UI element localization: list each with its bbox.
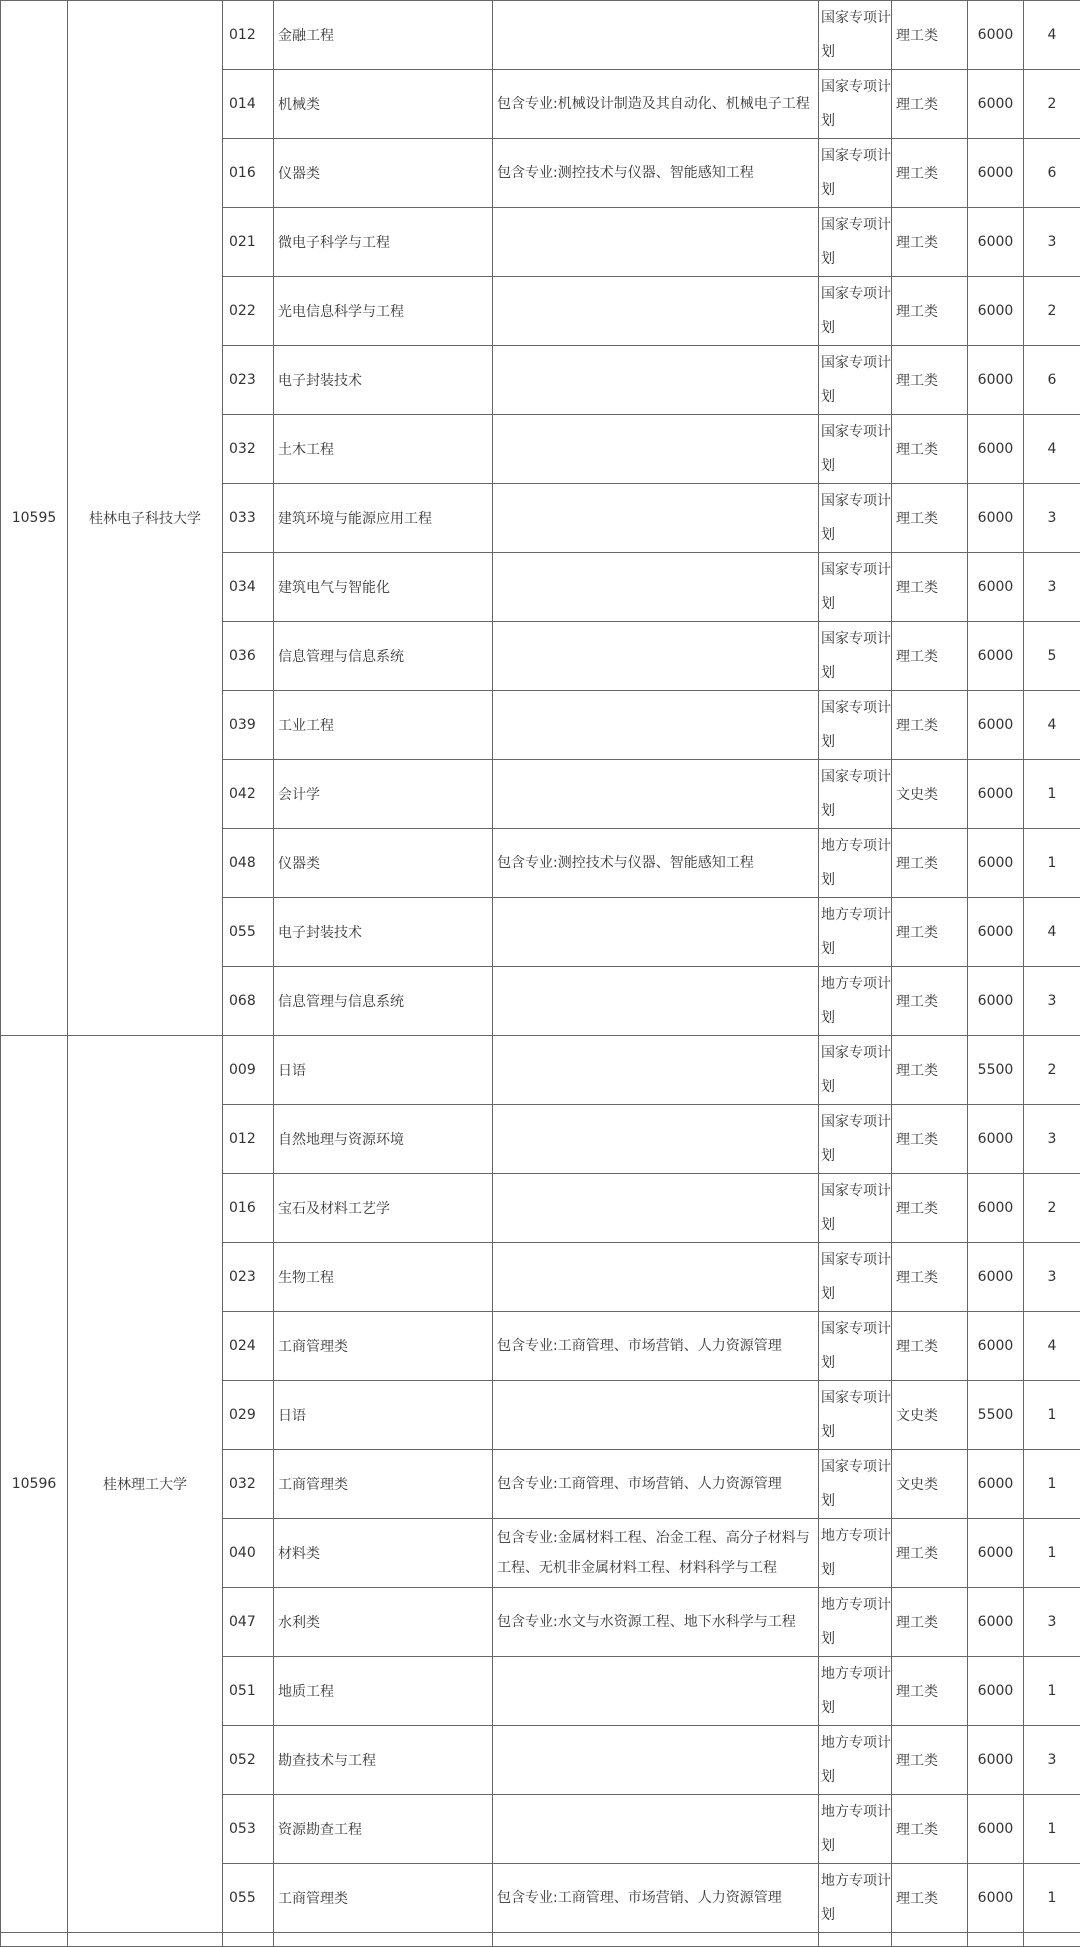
major-code-cell: 021 xyxy=(223,208,274,277)
major-note-cell xyxy=(493,1381,819,1450)
plan-type-cell: 地方专项计划 xyxy=(819,1519,892,1588)
tuition-cell: 6000 xyxy=(968,277,1024,346)
major-code-cell: 048 xyxy=(223,829,274,898)
empty-cell xyxy=(223,1933,274,1947)
quota-cell: 1 xyxy=(1024,1795,1080,1864)
tuition-cell: 6000 xyxy=(968,1519,1024,1588)
quota-cell: 3 xyxy=(1024,1588,1080,1657)
empty-cell xyxy=(493,1933,819,1947)
major-name-cell: 信息管理与信息系统 xyxy=(274,622,493,691)
major-name-cell: 日语 xyxy=(274,1036,493,1105)
major-name-cell: 信息管理与信息系统 xyxy=(274,967,493,1036)
major-code-cell: 052 xyxy=(223,1726,274,1795)
plan-type-cell: 国家专项计划 xyxy=(819,139,892,208)
tuition-cell: 6000 xyxy=(968,415,1024,484)
major-name-cell: 微电子科学与工程 xyxy=(274,208,493,277)
tuition-cell: 6000 xyxy=(968,1657,1024,1726)
major-note-cell xyxy=(493,415,819,484)
quota-cell: 3 xyxy=(1024,484,1080,553)
major-code-cell: 016 xyxy=(223,139,274,208)
major-note-cell: 包含专业:工商管理、市场营销、人力资源管理 xyxy=(493,1312,819,1381)
tuition-cell: 6000 xyxy=(968,1450,1024,1519)
table-row xyxy=(1,1,1080,70)
quota-cell: 4 xyxy=(1024,1312,1080,1381)
category-cell: 理工类 xyxy=(892,898,968,967)
major-name-cell: 光电信息科学与工程 xyxy=(274,277,493,346)
major-note-cell xyxy=(493,484,819,553)
major-name-cell: 勘查技术与工程 xyxy=(274,1726,493,1795)
category-cell: 理工类 xyxy=(892,1519,968,1588)
empty-cell xyxy=(68,1933,223,1947)
plan-type-cell: 国家专项计划 xyxy=(819,1105,892,1174)
major-code-cell: 023 xyxy=(223,346,274,415)
major-code-cell: 012 xyxy=(223,1,274,70)
quota-cell: 2 xyxy=(1024,1036,1080,1105)
tuition-cell: 6000 xyxy=(968,829,1024,898)
quota-cell: 4 xyxy=(1024,415,1080,484)
quota-cell: 6 xyxy=(1024,346,1080,415)
major-note-cell xyxy=(493,1726,819,1795)
quota-cell: 2 xyxy=(1024,1174,1080,1243)
major-name-cell: 仪器类 xyxy=(274,139,493,208)
major-note-cell xyxy=(493,898,819,967)
plan-type-cell: 国家专项计划 xyxy=(819,1243,892,1312)
plan-type-cell: 国家专项计划 xyxy=(819,1,892,70)
school-code-cell: 10596 xyxy=(1,1036,68,1933)
quota-cell: 1 xyxy=(1024,1864,1080,1933)
school-name-cell: 桂林理工大学 xyxy=(68,1036,223,1933)
plan-type-cell: 地方专项计划 xyxy=(819,1657,892,1726)
quota-cell: 3 xyxy=(1024,967,1080,1036)
category-cell: 理工类 xyxy=(892,70,968,139)
category-cell: 理工类 xyxy=(892,1588,968,1657)
major-code-cell: 040 xyxy=(223,1519,274,1588)
category-cell: 理工类 xyxy=(892,277,968,346)
plan-type-cell: 地方专项计划 xyxy=(819,829,892,898)
major-note-cell xyxy=(493,1,819,70)
major-name-cell: 仪器类 xyxy=(274,829,493,898)
major-code-cell: 009 xyxy=(223,1036,274,1105)
category-cell: 理工类 xyxy=(892,484,968,553)
major-code-cell: 047 xyxy=(223,1588,274,1657)
major-note-cell xyxy=(493,1174,819,1243)
tuition-cell: 6000 xyxy=(968,898,1024,967)
category-cell: 理工类 xyxy=(892,622,968,691)
major-note-cell xyxy=(493,346,819,415)
quota-cell: 1 xyxy=(1024,1519,1080,1588)
plan-type-cell: 国家专项计划 xyxy=(819,70,892,139)
empty-cell xyxy=(819,1933,892,1947)
tuition-cell: 6000 xyxy=(968,1312,1024,1381)
major-name-cell: 工商管理类 xyxy=(274,1864,493,1933)
major-code-cell: 034 xyxy=(223,553,274,622)
tuition-cell: 6000 xyxy=(968,553,1024,622)
major-note-cell xyxy=(493,1105,819,1174)
major-note-cell: 包含专业:测控技术与仪器、智能感知工程 xyxy=(493,139,819,208)
major-note-cell: 包含专业:工商管理、市场营销、人力资源管理 xyxy=(493,1450,819,1519)
quota-cell: 5 xyxy=(1024,622,1080,691)
major-note-cell xyxy=(493,691,819,760)
tuition-cell: 6000 xyxy=(968,691,1024,760)
plan-type-cell: 国家专项计划 xyxy=(819,415,892,484)
tuition-cell: 6000 xyxy=(968,760,1024,829)
quota-cell: 3 xyxy=(1024,208,1080,277)
quota-cell: 6 xyxy=(1024,139,1080,208)
quota-cell: 3 xyxy=(1024,1105,1080,1174)
plan-type-cell: 地方专项计划 xyxy=(819,967,892,1036)
tuition-cell: 6000 xyxy=(968,1726,1024,1795)
plan-type-cell: 国家专项计划 xyxy=(819,622,892,691)
major-note-cell xyxy=(493,1657,819,1726)
major-name-cell: 工商管理类 xyxy=(274,1312,493,1381)
plan-type-cell: 国家专项计划 xyxy=(819,484,892,553)
category-cell: 文史类 xyxy=(892,1450,968,1519)
quota-cell: 2 xyxy=(1024,70,1080,139)
empty-cell xyxy=(274,1933,493,1947)
category-cell: 理工类 xyxy=(892,139,968,208)
table-row xyxy=(1,1036,1080,1105)
category-cell: 文史类 xyxy=(892,760,968,829)
major-code-cell: 032 xyxy=(223,415,274,484)
quota-cell: 3 xyxy=(1024,1726,1080,1795)
category-cell: 理工类 xyxy=(892,1174,968,1243)
category-cell: 理工类 xyxy=(892,1864,968,1933)
category-cell: 理工类 xyxy=(892,1105,968,1174)
major-code-cell: 055 xyxy=(223,898,274,967)
plan-type-cell: 国家专项计划 xyxy=(819,760,892,829)
category-cell: 理工类 xyxy=(892,829,968,898)
major-name-cell: 机械类 xyxy=(274,70,493,139)
plan-type-cell: 国家专项计划 xyxy=(819,553,892,622)
major-name-cell: 地质工程 xyxy=(274,1657,493,1726)
plan-type-cell: 国家专项计划 xyxy=(819,208,892,277)
quota-cell: 1 xyxy=(1024,1381,1080,1450)
category-cell: 理工类 xyxy=(892,1726,968,1795)
major-code-cell: 012 xyxy=(223,1105,274,1174)
plan-type-cell: 国家专项计划 xyxy=(819,346,892,415)
major-name-cell: 资源勘查工程 xyxy=(274,1795,493,1864)
major-note-cell xyxy=(493,277,819,346)
major-note-cell: 包含专业:测控技术与仪器、智能感知工程 xyxy=(493,829,819,898)
empty-cell xyxy=(1,1933,68,1947)
category-cell: 理工类 xyxy=(892,1,968,70)
tuition-cell: 6000 xyxy=(968,1174,1024,1243)
major-name-cell: 材料类 xyxy=(274,1519,493,1588)
tuition-cell: 6000 xyxy=(968,346,1024,415)
empty-cell xyxy=(968,1933,1024,1947)
tuition-cell: 6000 xyxy=(968,1864,1024,1933)
quota-cell: 1 xyxy=(1024,760,1080,829)
school-name-cell: 桂林电子科技大学 xyxy=(68,1,223,1036)
major-name-cell: 电子封装技术 xyxy=(274,346,493,415)
major-code-cell: 068 xyxy=(223,967,274,1036)
category-cell: 理工类 xyxy=(892,1795,968,1864)
major-code-cell: 024 xyxy=(223,1312,274,1381)
plan-type-cell: 地方专项计划 xyxy=(819,1795,892,1864)
category-cell: 理工类 xyxy=(892,1657,968,1726)
major-code-cell: 032 xyxy=(223,1450,274,1519)
tuition-cell: 6000 xyxy=(968,622,1024,691)
quota-cell: 1 xyxy=(1024,829,1080,898)
major-name-cell: 工业工程 xyxy=(274,691,493,760)
tuition-cell: 6000 xyxy=(968,139,1024,208)
major-name-cell: 宝石及材料工艺学 xyxy=(274,1174,493,1243)
category-cell: 理工类 xyxy=(892,1312,968,1381)
tuition-cell: 6000 xyxy=(968,1588,1024,1657)
plan-type-cell: 国家专项计划 xyxy=(819,1312,892,1381)
major-code-cell: 033 xyxy=(223,484,274,553)
plan-type-cell: 国家专项计划 xyxy=(819,1450,892,1519)
plan-type-cell: 国家专项计划 xyxy=(819,1174,892,1243)
major-note-cell: 包含专业:机械设计制造及其自动化、机械电子工程 xyxy=(493,70,819,139)
major-name-cell: 工商管理类 xyxy=(274,1450,493,1519)
category-cell: 理工类 xyxy=(892,1243,968,1312)
major-code-cell: 051 xyxy=(223,1657,274,1726)
tuition-cell: 6000 xyxy=(968,1105,1024,1174)
major-code-cell: 055 xyxy=(223,1864,274,1933)
category-cell: 理工类 xyxy=(892,346,968,415)
major-note-cell xyxy=(493,553,819,622)
major-note-cell xyxy=(493,760,819,829)
plan-type-cell: 国家专项计划 xyxy=(819,277,892,346)
category-cell: 理工类 xyxy=(892,691,968,760)
quota-cell: 4 xyxy=(1024,898,1080,967)
plan-type-cell: 地方专项计划 xyxy=(819,898,892,967)
major-note-cell: 包含专业:工商管理、市场营销、人力资源管理 xyxy=(493,1864,819,1933)
major-code-cell: 022 xyxy=(223,277,274,346)
quota-cell: 2 xyxy=(1024,277,1080,346)
major-note-cell: 包含专业:水文与水资源工程、地下水科学与工程 xyxy=(493,1588,819,1657)
tuition-cell: 6000 xyxy=(968,967,1024,1036)
category-cell: 理工类 xyxy=(892,553,968,622)
plan-type-cell: 国家专项计划 xyxy=(819,691,892,760)
quota-cell: 4 xyxy=(1024,1,1080,70)
quota-cell: 1 xyxy=(1024,1657,1080,1726)
tuition-cell: 6000 xyxy=(968,1,1024,70)
tuition-cell: 6000 xyxy=(968,484,1024,553)
major-code-cell: 039 xyxy=(223,691,274,760)
tuition-cell: 5500 xyxy=(968,1381,1024,1450)
empty-cell xyxy=(1024,1933,1080,1947)
category-cell: 理工类 xyxy=(892,1036,968,1105)
category-cell: 理工类 xyxy=(892,415,968,484)
major-note-cell xyxy=(493,622,819,691)
table-row-partial xyxy=(1,1933,1080,1947)
category-cell: 理工类 xyxy=(892,208,968,277)
major-name-cell: 自然地理与资源环境 xyxy=(274,1105,493,1174)
plan-type-cell: 国家专项计划 xyxy=(819,1036,892,1105)
tuition-cell: 6000 xyxy=(968,1795,1024,1864)
major-note-cell xyxy=(493,1795,819,1864)
major-name-cell: 生物工程 xyxy=(274,1243,493,1312)
plan-type-cell: 地方专项计划 xyxy=(819,1588,892,1657)
major-code-cell: 042 xyxy=(223,760,274,829)
plan-type-cell: 国家专项计划 xyxy=(819,1381,892,1450)
quota-cell: 4 xyxy=(1024,691,1080,760)
major-name-cell: 会计学 xyxy=(274,760,493,829)
major-name-cell: 日语 xyxy=(274,1381,493,1450)
tuition-cell: 6000 xyxy=(968,1243,1024,1312)
school-code-cell: 10595 xyxy=(1,1,68,1036)
major-code-cell: 023 xyxy=(223,1243,274,1312)
major-name-cell: 土木工程 xyxy=(274,415,493,484)
major-code-cell: 014 xyxy=(223,70,274,139)
category-cell: 文史类 xyxy=(892,1381,968,1450)
quota-cell: 3 xyxy=(1024,553,1080,622)
major-name-cell: 水利类 xyxy=(274,1588,493,1657)
major-name-cell: 金融工程 xyxy=(274,1,493,70)
major-name-cell: 建筑环境与能源应用工程 xyxy=(274,484,493,553)
major-code-cell: 029 xyxy=(223,1381,274,1450)
major-note-cell: 包含专业:金属材料工程、冶金工程、高分子材料与工程、无机非金属材料工程、材料科学与工程 xyxy=(493,1519,819,1588)
major-code-cell: 036 xyxy=(223,622,274,691)
major-name-cell: 建筑电气与智能化 xyxy=(274,553,493,622)
category-cell: 理工类 xyxy=(892,967,968,1036)
major-code-cell: 016 xyxy=(223,1174,274,1243)
tuition-cell: 6000 xyxy=(968,208,1024,277)
tuition-cell: 5500 xyxy=(968,1036,1024,1105)
major-note-cell xyxy=(493,967,819,1036)
plan-type-cell: 地方专项计划 xyxy=(819,1726,892,1795)
quota-cell: 1 xyxy=(1024,1450,1080,1519)
plan-type-cell: 地方专项计划 xyxy=(819,1864,892,1933)
major-code-cell: 053 xyxy=(223,1795,274,1864)
major-name-cell: 电子封装技术 xyxy=(274,898,493,967)
major-note-cell xyxy=(493,1036,819,1105)
major-note-cell xyxy=(493,1243,819,1312)
major-note-cell xyxy=(493,208,819,277)
quota-cell: 3 xyxy=(1024,1243,1080,1312)
tuition-cell: 6000 xyxy=(968,70,1024,139)
empty-cell xyxy=(892,1933,968,1947)
